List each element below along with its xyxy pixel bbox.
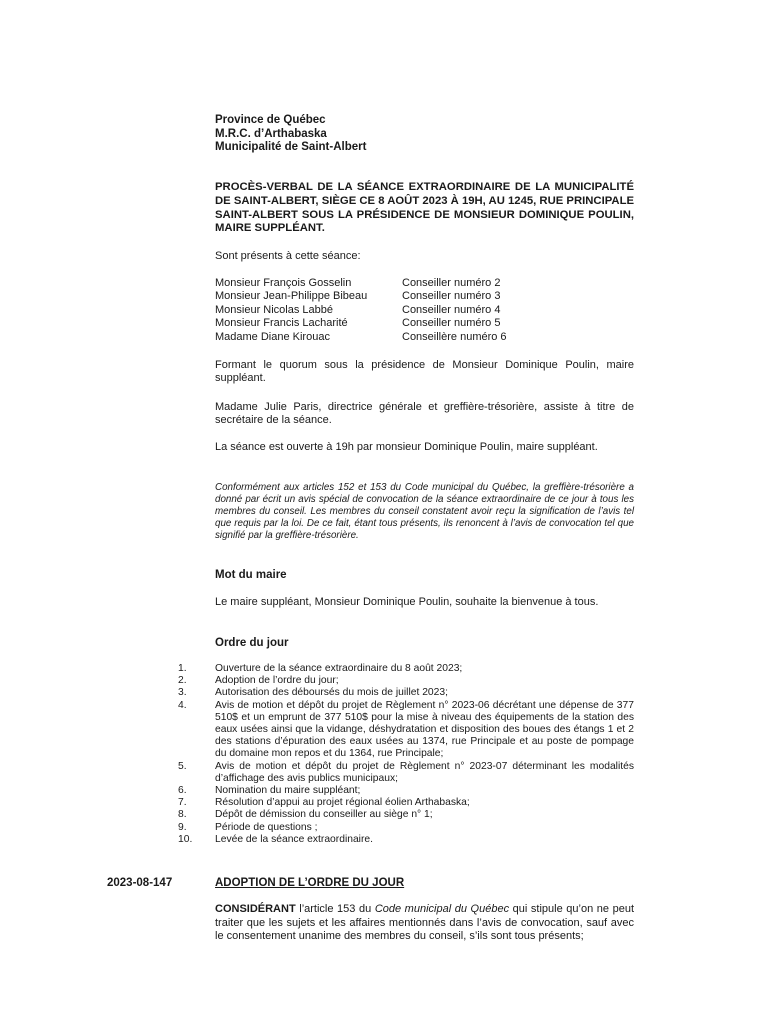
agenda-item-number: 3.: [178, 687, 187, 699]
member-row: [215, 304, 634, 317]
opening-paragraph: La séance est ouverte à 19h par monsieur Dominique Poulin, maire suppléant.: [215, 441, 598, 453]
minutes-title: PROCÈS-VERBAL DE LA SÉANCE EXTRAORDINAIRE DE LA MUNICIPALITÉ DE SAINT-ALBERT, SIÈGE CE 8 AOÛT 2023 À 19H, AU 1245, RUE PRINCIPALE SAINT-ALBERT SOUS LA PRÉSIDENCE DE MONSIEUR DOMINIQUE POULIN, MAIRE SUPPLÉANT.: [215, 181, 634, 235]
considerant-text-pre: l’article 153 du: [295, 903, 375, 915]
member-role: Conseiller numéro 5: [402, 317, 501, 330]
member-name: Monsieur Jean-Philippe Bibeau: [215, 290, 368, 303]
agenda-item-number: 2.: [178, 675, 187, 687]
agenda-item-text: Ouverture de la séance extraordinaire du 8 août 2023;: [215, 663, 463, 674]
header-municipality: Municipalité de Saint-Albert: [215, 141, 367, 154]
agenda-item-number: 7.: [178, 797, 187, 809]
agenda-item-text: Avis de motion et dépôt du projet de Règlement n° 2023-07 déterminant les modalités d’affichage des avis publics municipaux;: [215, 760, 634, 784]
resolution-number: 2023-08-147: [107, 877, 173, 889]
agenda-item-number: 4.: [178, 699, 187, 711]
agenda-item: [170, 761, 634, 785]
member-row: [215, 331, 634, 344]
member-name: Monsieur François Gosselin: [215, 277, 352, 289]
agenda-item: [170, 687, 634, 699]
member-name: Monsieur Francis Lacharité: [215, 317, 348, 330]
member-role: Conseiller numéro 3: [402, 290, 501, 303]
agenda-item-text: Résolution d’appui au projet régional éolien Arthabaska;: [215, 797, 470, 809]
agenda-item: [170, 834, 634, 846]
agenda-item: [170, 675, 634, 687]
agenda-item-text: Autorisation des déboursés du mois de juillet 2023;: [215, 687, 448, 699]
member-name: Madame Diane Kirouac: [215, 330, 330, 343]
members-list: [215, 277, 634, 344]
agenda-item-number: 1.: [178, 663, 187, 674]
agenda-item-text: Levée de la séance extraordinaire.: [215, 833, 373, 845]
member-role: Conseillère numéro 6: [402, 330, 507, 343]
agenda-item-number: 5.: [178, 760, 187, 772]
agenda-item-text: Avis de motion et dépôt du projet de Règlement n° 2023-06 décrétant une dépense de 377 510$ et un emprunt de 377 510$ pour la mise à niveau des équipements de la station des eaux usées ainsi que la vidange, déshydratation et disposition des boues des étangs 1 et 2 des stations d’épuration des eaux usées au 1374, rue Principale et au poste de pompage du domaine mon repos et du 1364, rue Principale;: [215, 699, 634, 760]
member-row: [215, 290, 634, 303]
member-row: [215, 317, 634, 330]
agenda-item-number: 6.: [178, 785, 187, 797]
agenda-item: [170, 809, 634, 821]
agenda-item: [170, 785, 634, 797]
agenda-item: [170, 700, 634, 761]
member-row: [215, 277, 634, 290]
considerant-text-post: qui stipule qu’on ne peut traiter que les sujets et les affaires mentionnés dans l’avis de convocation, sauf avec le consentement unanime des membres du conseil, s’ils sont tous présents;: [215, 903, 634, 943]
agenda-item: [170, 663, 634, 675]
agenda-list: [170, 663, 634, 846]
agenda-item-text: Période de questions ;: [215, 821, 318, 833]
header-mrc: M.R.C. d’Arthabaska: [215, 127, 327, 140]
agenda-item-text: Nomination du maire suppléant;: [215, 785, 361, 797]
considerant-label: CONSIDÉRANT: [215, 903, 296, 915]
agenda-item: [170, 797, 634, 809]
section-heading-mot-du-maire: Mot du maire: [215, 569, 287, 581]
section-heading-ordre-du-jour: Ordre du jour: [215, 637, 289, 649]
resolution-title: ADOPTION DE L’ORDRE DU JOUR: [215, 877, 405, 889]
considerant-paragraph: [215, 903, 634, 944]
member-name: Monsieur Nicolas Labbé: [215, 303, 334, 316]
agenda-item-text: Dépôt de démission du conseiller au siège n° 1;: [215, 809, 433, 821]
document-header: [215, 114, 634, 155]
quorum-paragraph: Formant le quorum sous la présidence de Monsieur Dominique Poulin, maire suppléant.: [215, 359, 634, 385]
agenda-item-number: 9.: [178, 821, 187, 833]
agenda-item: [170, 822, 634, 834]
header-province: Province de Québec: [215, 114, 326, 126]
presents-intro: Sont présents à cette séance:: [215, 250, 361, 262]
convocation-notice: Conformément aux articles 152 et 153 du Code municipal du Québec, la greffière-trésorière a donné par écrit un avis spécial de convocation de la séance extraordinaire de ce jour à tous les membres du conseil. Les membres du conseil constatent avoir reçu la signification de l’avis tel que requis par la loi. De ce fait, étant tous présents, ils renoncent à l’avis de convocation tel que signifié par la greffière-trésorière.: [215, 482, 634, 542]
considerant-code-title: Code municipal du Québec: [374, 903, 510, 915]
agenda-item-number: 10.: [178, 833, 193, 845]
member-role: Conseiller numéro 4: [402, 303, 501, 316]
secretary-paragraph: Madame Julie Paris, directrice générale et greffière-trésorière, assiste à titre de secrétaire de la séance.: [215, 401, 634, 427]
member-role: Conseiller numéro 2: [402, 277, 501, 289]
agenda-item-number: 8.: [178, 809, 187, 821]
mot-du-maire-text: Le maire suppléant, Monsieur Dominique Poulin, souhaite la bienvenue à tous.: [215, 596, 599, 608]
agenda-item-text: Adoption de l’ordre du jour;: [215, 675, 339, 687]
